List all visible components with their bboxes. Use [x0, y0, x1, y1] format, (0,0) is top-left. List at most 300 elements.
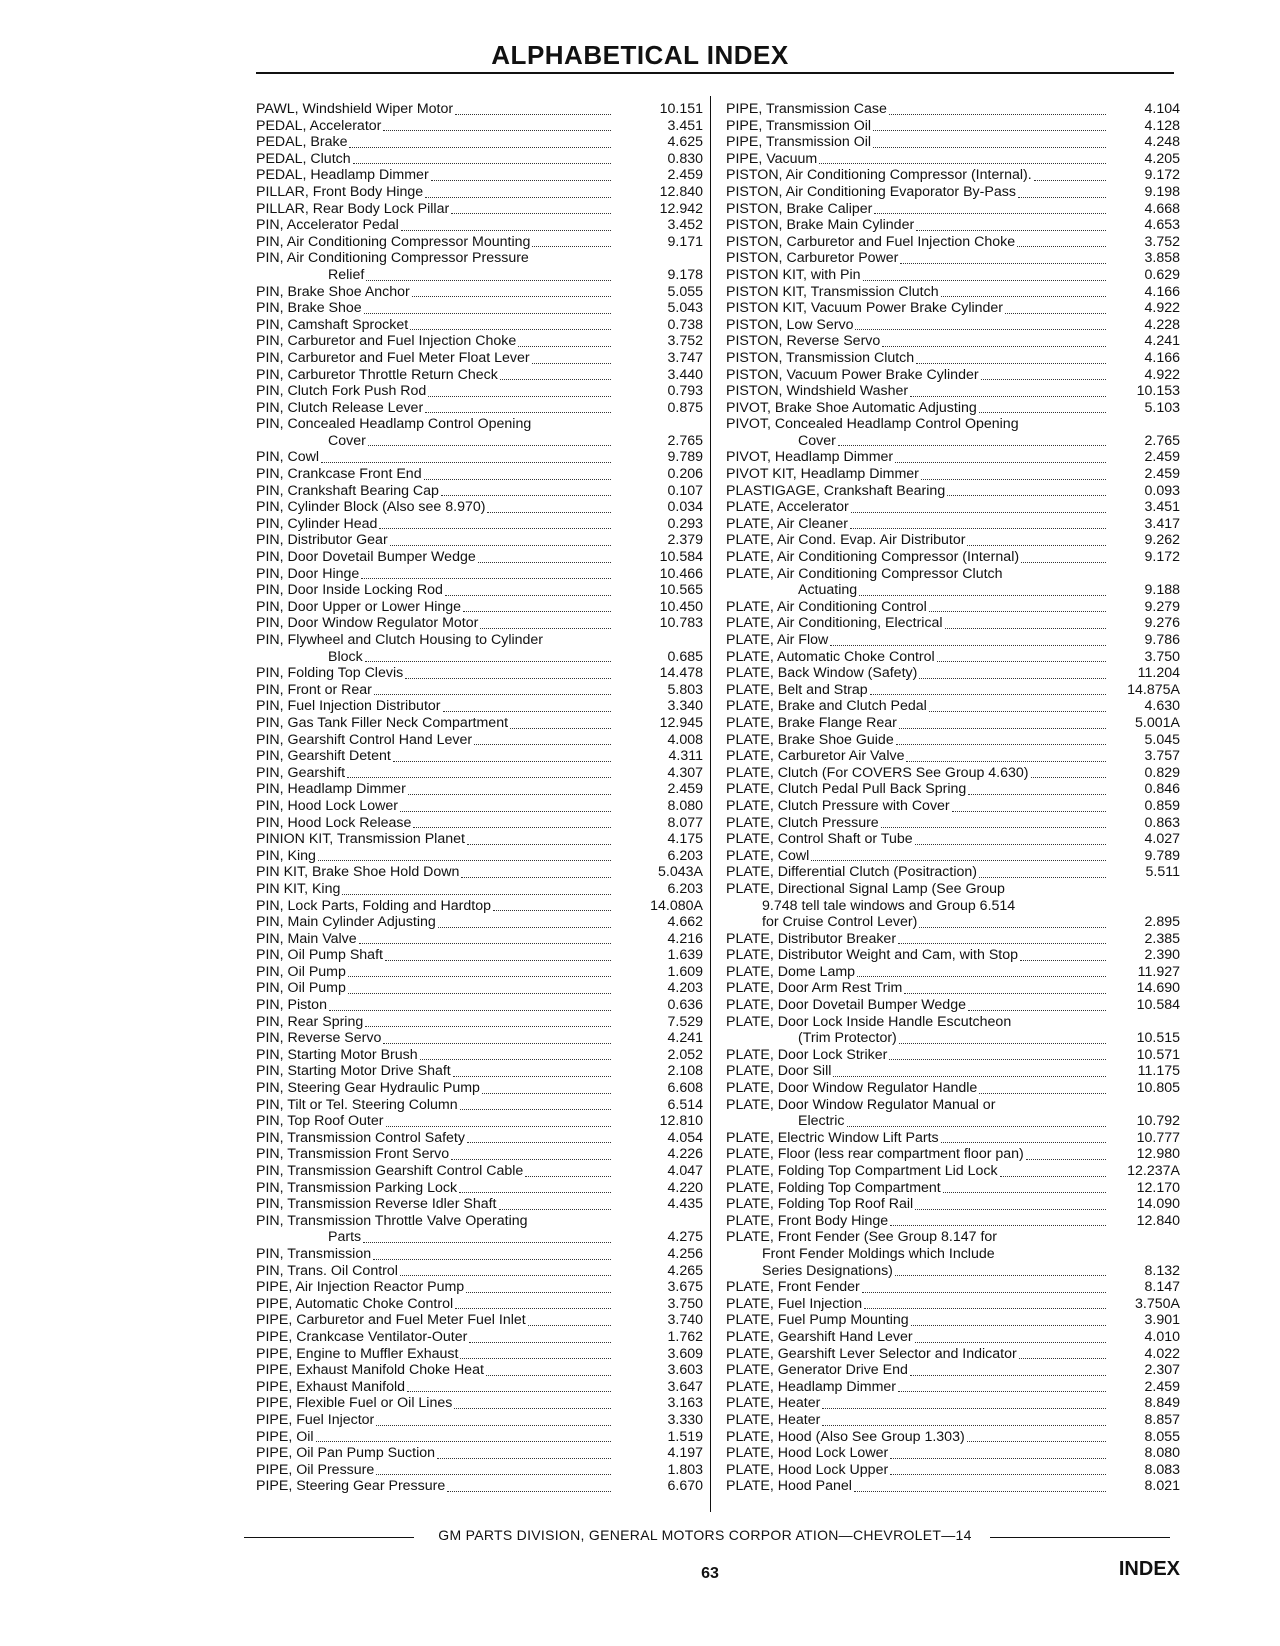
dot-leader	[864, 1308, 1106, 1309]
entry-label: PIN, Carburetor and Fuel Meter Float Lever	[256, 349, 530, 366]
group-number: 12.170	[1136, 1179, 1180, 1196]
entry-text	[256, 1445, 613, 1462]
group-number: 10.151	[659, 101, 703, 117]
entry-text	[256, 1097, 613, 1114]
entry-text	[256, 964, 613, 981]
entry-label: PIN, Gearshift Control Hand Lever	[256, 731, 473, 748]
index-entry	[256, 416, 703, 449]
entry-label: PIN, Tilt or Tel. Steering Column	[256, 1096, 458, 1113]
index-entry	[726, 649, 1180, 666]
entry-label: PIN, Transmission Reverse Idler Shaft	[256, 1196, 497, 1213]
dot-leader	[882, 346, 1106, 347]
group-number: 3.451	[1144, 499, 1180, 516]
dot-leader	[466, 1292, 611, 1293]
dot-leader	[364, 313, 611, 314]
index-entry	[256, 1445, 703, 1462]
group-number: 4.203	[667, 980, 703, 997]
entry-text	[726, 499, 1108, 516]
group-number: 4.008	[667, 731, 703, 748]
dot-leader	[500, 379, 611, 380]
dot-leader	[915, 844, 1106, 845]
group-number: 8.147	[1144, 1279, 1180, 1296]
dot-leader	[425, 197, 611, 198]
entry-text	[726, 1097, 1108, 1130]
entry-label-continuation: Cover	[328, 432, 366, 449]
index-entry	[256, 1180, 703, 1197]
entry-label: PLATE, Door Lock Striker	[726, 1046, 888, 1063]
entry-label-continuation: Parts	[328, 1229, 362, 1246]
entry-text	[726, 1180, 1108, 1197]
entry-label: PIN, Lock Parts, Folding and Hardtop	[256, 897, 492, 914]
group-number: 8.132	[1144, 1262, 1180, 1279]
entry-label: PLATE, Hood Lock Lower	[726, 1445, 889, 1462]
entry-label: PLATE, Hood Panel	[726, 1478, 852, 1495]
dot-leader	[1000, 1176, 1106, 1177]
dot-leader	[874, 213, 1106, 214]
entry-text	[726, 217, 1108, 234]
group-number: 8.080	[667, 797, 703, 814]
entry-text	[256, 848, 613, 865]
dot-leader	[321, 462, 611, 463]
entry-label: PISTON, Transmission Clutch	[726, 349, 915, 366]
entry-label: PIN, Clutch Release Lever	[256, 399, 424, 416]
index-entry	[256, 118, 703, 135]
group-number: 0.859	[1144, 797, 1180, 814]
dot-leader	[410, 329, 611, 330]
entry-label: PIN, Hood Lock Lower	[256, 797, 398, 814]
entry-label: PLATE, Air Cond. Evap. Air Distributor	[726, 532, 966, 549]
entry-label-continuation: Relief	[328, 266, 365, 283]
index-entry	[726, 499, 1180, 516]
entry-text	[256, 615, 613, 632]
entry-label: PISTON, Brake Main Cylinder	[726, 217, 915, 234]
index-entry	[726, 549, 1180, 566]
index-entry	[256, 1395, 703, 1412]
group-number: 2.459	[667, 781, 703, 798]
index-entry	[256, 698, 703, 715]
index-entry	[256, 1362, 703, 1379]
entry-text	[726, 350, 1108, 367]
entry-label: PINION KIT, Transmission Planet	[256, 831, 465, 848]
index-entry	[726, 134, 1180, 151]
entry-text	[256, 997, 613, 1014]
entry-text	[726, 632, 1108, 649]
dot-leader	[348, 976, 611, 977]
index-entry	[256, 715, 703, 732]
index-entry	[256, 383, 703, 400]
index-entry	[256, 632, 703, 665]
entry-label: PIN, Transmission Gearshift Control Cable	[256, 1163, 524, 1179]
entry-label: PIN, Gearshift Detent	[256, 748, 391, 765]
dot-leader	[438, 927, 611, 928]
group-number: 11.175	[1137, 1063, 1180, 1080]
group-number: 2.459	[1144, 466, 1180, 483]
dot-leader	[453, 1076, 611, 1077]
index-entry	[726, 1296, 1180, 1313]
entry-label: PIN KIT, Brake Shoe Hold Down	[256, 864, 460, 881]
group-number: 3.609	[667, 1345, 703, 1362]
index-entry	[726, 101, 1180, 118]
footer-rule-right	[990, 1537, 1170, 1538]
entry-label: PIN, Transmission	[256, 1245, 372, 1262]
entry-text	[726, 947, 1108, 964]
index-entry	[256, 184, 703, 201]
entry-text	[726, 815, 1108, 832]
index-entry	[256, 1312, 703, 1329]
entry-text	[726, 781, 1108, 798]
index-entry	[726, 1379, 1180, 1396]
entry-text	[726, 1379, 1108, 1396]
group-number: 10.565	[659, 582, 703, 599]
index-entry	[256, 848, 703, 865]
group-number: 3.750	[1144, 648, 1180, 665]
entry-label: PLATE, Front Fender	[726, 1279, 860, 1296]
entry-label: PLATE, Brake Flange Rear	[726, 714, 897, 731]
index-entry	[256, 1412, 703, 1429]
dot-leader	[447, 1491, 611, 1492]
group-number: 6.670	[667, 1478, 703, 1495]
group-number: 4.197	[667, 1445, 703, 1462]
entry-label: PIN KIT, King	[256, 880, 341, 897]
index-entry	[726, 1213, 1180, 1230]
group-number: 4.010	[1144, 1328, 1180, 1345]
entry-label: PLATE, Carburetor Air Valve	[726, 748, 905, 765]
entry-label: PIN, Air Conditioning Compressor Pressure	[256, 250, 529, 267]
entry-label: PIN, Carburetor and Fuel Injection Choke	[256, 333, 517, 350]
group-number: 2.895	[1144, 914, 1180, 931]
group-number: 4.175	[667, 831, 703, 848]
dot-leader	[493, 910, 611, 911]
index-entry	[726, 815, 1180, 832]
index-entry	[256, 1263, 703, 1280]
index-entry	[726, 599, 1180, 616]
dot-leader	[915, 1209, 1106, 1210]
dot-leader	[941, 1142, 1106, 1143]
dot-leader	[445, 595, 611, 596]
entry-label: PLATE, Clutch Pressure	[726, 814, 879, 831]
index-entry	[256, 234, 703, 251]
dot-leader	[890, 1474, 1106, 1475]
dot-leader	[467, 1142, 611, 1143]
entry-text	[726, 416, 1108, 449]
group-number: 2.379	[667, 532, 703, 549]
entry-label: PIPE, Crankcase Ventilator-Outer	[256, 1328, 468, 1345]
index-entry	[726, 1014, 1180, 1047]
dot-leader	[898, 943, 1106, 944]
entry-label: PIN, Main Valve	[256, 930, 357, 947]
dot-leader	[889, 1059, 1106, 1060]
group-number: 14.690	[1136, 980, 1180, 997]
dot-leader	[947, 495, 1106, 496]
group-number: 3.747	[667, 349, 703, 366]
group-number: 14.080A	[650, 897, 703, 914]
entry-label: PIN, Brake Shoe Anchor	[256, 283, 410, 300]
group-number: 8.849	[1144, 1395, 1180, 1412]
index-entry	[256, 549, 703, 566]
index-entry	[726, 698, 1180, 715]
dot-leader	[854, 1491, 1106, 1492]
entry-text	[726, 549, 1108, 566]
entry-text	[726, 184, 1108, 201]
entry-text	[256, 217, 613, 234]
group-number: 12.945	[659, 714, 703, 731]
entry-text	[726, 831, 1108, 848]
group-number: 4.625	[667, 134, 703, 151]
index-entry	[726, 798, 1180, 815]
entry-text	[256, 1080, 613, 1097]
group-number: 3.757	[1144, 748, 1180, 765]
group-number: 3.675	[667, 1279, 703, 1296]
dot-leader	[1021, 562, 1106, 563]
dot-leader	[532, 246, 611, 247]
index-entry	[726, 682, 1180, 699]
entry-text	[256, 831, 613, 848]
group-number: 8.055	[1144, 1428, 1180, 1445]
entry-label: PIN, Main Cylinder Adjusting	[256, 914, 436, 931]
dot-leader	[482, 1093, 611, 1094]
entry-text	[256, 980, 613, 997]
dot-leader	[499, 1209, 612, 1210]
index-entry	[726, 1329, 1180, 1346]
group-number: 6.203	[667, 847, 703, 864]
index-entry	[726, 947, 1180, 964]
index-entry	[726, 1163, 1180, 1180]
entry-text	[726, 615, 1108, 632]
entry-text	[726, 1478, 1108, 1495]
index-entry	[726, 1229, 1180, 1279]
entry-text	[256, 798, 613, 815]
dot-leader	[873, 147, 1106, 148]
group-number: 9.178	[667, 266, 703, 283]
group-number: 2.108	[667, 1063, 703, 1080]
entry-label: PLATE, Gearshift Hand Lever	[726, 1328, 913, 1345]
dot-leader	[911, 1325, 1106, 1326]
dot-leader	[895, 1275, 1106, 1276]
group-number: 4.104	[1144, 101, 1180, 117]
group-number: 4.216	[667, 930, 703, 947]
entry-text	[256, 549, 613, 566]
entry-text	[726, 1445, 1108, 1462]
dot-leader	[1031, 777, 1106, 778]
group-number: 4.307	[667, 764, 703, 781]
index-entry	[726, 1196, 1180, 1213]
entry-label: PIPE, Transmission Oil	[726, 134, 872, 151]
group-number: 3.340	[667, 698, 703, 715]
entry-label: PEDAL, Headlamp Dimmer	[256, 167, 429, 184]
group-number: 3.752	[667, 333, 703, 350]
entry-label: PIN, Reverse Servo	[256, 1030, 382, 1047]
index-entry	[726, 184, 1180, 201]
dot-leader	[420, 1059, 611, 1060]
entry-text	[256, 532, 613, 549]
index-entry	[726, 964, 1180, 981]
entry-text	[726, 1329, 1108, 1346]
group-number: 0.738	[667, 316, 703, 333]
dot-leader	[1020, 960, 1106, 961]
entry-label: PISTON, Carburetor Power	[726, 250, 899, 267]
dot-leader	[890, 1225, 1106, 1226]
entry-label: PISTON, Air Conditioning Evaporator By-Pass	[726, 183, 1016, 200]
entry-label: PLATE, Folding Top Compartment	[726, 1179, 941, 1196]
group-number: 9.276	[1144, 615, 1180, 632]
entry-text	[726, 649, 1108, 666]
index-entry	[256, 748, 703, 765]
entry-text	[726, 118, 1108, 135]
dot-leader	[460, 1109, 611, 1110]
index-column-left	[256, 101, 703, 1495]
dot-leader	[916, 363, 1106, 364]
entry-text	[256, 715, 613, 732]
dot-leader	[463, 611, 611, 612]
entry-text	[726, 400, 1108, 417]
dot-leader	[899, 728, 1106, 729]
index-entry	[256, 333, 703, 350]
index-entry	[256, 615, 703, 632]
entry-label: PIPE, Exhaust Manifold	[256, 1378, 406, 1395]
entry-label: PLATE, Hood (Also See Group 1.303)	[726, 1428, 965, 1445]
entry-label: PLATE, Distributor Weight and Cam, with Stop	[726, 947, 1019, 964]
dot-leader	[329, 1010, 611, 1011]
entry-text	[256, 1279, 613, 1296]
index-entry	[256, 1097, 703, 1114]
entry-text	[726, 134, 1108, 151]
dot-leader	[437, 1458, 611, 1459]
index-entry	[726, 333, 1180, 350]
entry-text	[256, 1312, 613, 1329]
dot-leader	[486, 1375, 611, 1376]
group-number: 8.077	[667, 814, 703, 831]
group-number: 0.034	[667, 499, 703, 516]
index-entry	[256, 1113, 703, 1130]
dot-leader	[1005, 313, 1106, 314]
entry-text	[256, 1478, 613, 1495]
index-entry	[726, 217, 1180, 234]
entry-label: PLATE, Directional Signal Lamp (See Group	[726, 880, 1005, 897]
entry-label: PLATE, Fuel Injection	[726, 1295, 863, 1312]
entry-text	[726, 516, 1108, 533]
index-entry	[256, 947, 703, 964]
group-number: 11.204	[1137, 665, 1180, 682]
index-entry	[256, 167, 703, 184]
dot-leader	[467, 844, 611, 845]
entry-text	[726, 1312, 1108, 1329]
dot-leader	[855, 329, 1106, 330]
entry-text	[256, 1196, 613, 1213]
entry-text	[256, 350, 613, 367]
entry-label: PIN, Carburetor Throttle Return Check	[256, 366, 498, 383]
index-entry	[726, 615, 1180, 632]
dot-leader	[910, 1375, 1106, 1376]
group-number: 10.584	[1136, 997, 1180, 1014]
dot-leader	[393, 761, 611, 762]
group-number: 12.237A	[1127, 1163, 1180, 1179]
entry-text	[256, 250, 613, 283]
entry-text	[726, 1279, 1108, 1296]
entry-label: PIN, Gas Tank Filler Neck Compartment	[256, 714, 509, 731]
index-entry	[256, 599, 703, 616]
index-entry	[726, 732, 1180, 749]
group-number: 4.653	[1144, 217, 1180, 234]
dot-leader	[929, 711, 1106, 712]
index-entry	[726, 483, 1180, 500]
dot-leader	[900, 263, 1106, 264]
dot-leader	[1026, 1159, 1106, 1160]
entry-text	[256, 1047, 613, 1064]
group-number: 5.803	[667, 681, 703, 698]
entry-text	[256, 449, 613, 466]
index-entry	[256, 499, 703, 516]
entry-text	[256, 234, 613, 251]
page-title: ALPHABETICAL INDEX	[491, 40, 789, 70]
entry-label: PLATE, Heater	[726, 1411, 821, 1428]
entry-label: PISTON, Vacuum Power Brake Cylinder	[726, 366, 979, 383]
index-entry	[726, 566, 1180, 599]
entry-label: PIN, Folding Top Clevis	[256, 665, 404, 682]
entry-label: PISTON, Windshield Washer	[726, 383, 909, 400]
entry-text	[256, 118, 613, 135]
entry-label: PIPE, Engine to Muffler Exhaust	[256, 1345, 459, 1362]
group-number: 4.128	[1144, 117, 1180, 134]
index-entry	[256, 815, 703, 832]
dot-leader	[386, 1126, 612, 1127]
entry-label: PLATE, Heater	[726, 1395, 821, 1412]
group-number: 9.198	[1144, 183, 1180, 200]
index-entry	[256, 931, 703, 948]
group-number: 4.922	[1144, 366, 1180, 383]
dot-leader	[889, 114, 1106, 115]
index-entry	[726, 864, 1180, 881]
entry-label: PLATE, Door Arm Rest Trim	[726, 980, 903, 997]
entry-label: PLATE, Belt and Strap	[726, 681, 868, 698]
index-entry	[726, 234, 1180, 251]
entry-label: PIN, Door Dovetail Bumper Wedge	[256, 549, 476, 566]
index-entry	[256, 250, 703, 283]
index-entry	[256, 449, 703, 466]
index-entry	[726, 1312, 1180, 1329]
index-entry	[256, 400, 703, 417]
entry-label: PIN, Crankcase Front End	[256, 466, 422, 483]
dot-leader	[428, 396, 611, 397]
index-entry	[726, 1462, 1180, 1479]
entry-label: PISTON KIT, Transmission Clutch	[726, 283, 939, 300]
group-number: 4.054	[667, 1129, 703, 1146]
entry-label: PIN, Concealed Headlamp Control Opening	[256, 416, 532, 433]
entry-label: PIN, Flywheel and Clutch Housing to Cylinder	[256, 632, 544, 648]
index-entry	[256, 483, 703, 500]
dot-leader	[1017, 246, 1106, 247]
entry-label: PIN, Rear Spring	[256, 1013, 364, 1030]
group-number: 10.515	[1136, 1030, 1180, 1047]
index-entry	[256, 1462, 703, 1479]
dot-leader	[407, 1391, 611, 1392]
dot-leader	[425, 412, 611, 413]
entry-text	[256, 781, 613, 798]
entry-label-continuation: Series Designations)	[762, 1262, 893, 1279]
entry-text	[256, 151, 613, 168]
dot-leader	[830, 645, 1106, 646]
dot-leader	[480, 628, 611, 629]
dot-leader	[968, 794, 1106, 795]
group-number: 10.792	[1136, 1113, 1180, 1130]
group-number: 0.846	[1144, 781, 1180, 798]
entry-label-continuation: Block	[328, 648, 363, 665]
entry-label: PIN, Air Conditioning Compressor Mounting	[256, 233, 531, 250]
entry-text	[256, 201, 613, 218]
entry-text	[726, 466, 1108, 483]
entry-text	[256, 1379, 613, 1396]
dot-leader	[361, 578, 611, 579]
entry-label: PLATE, Automatic Choke Control	[726, 648, 935, 665]
